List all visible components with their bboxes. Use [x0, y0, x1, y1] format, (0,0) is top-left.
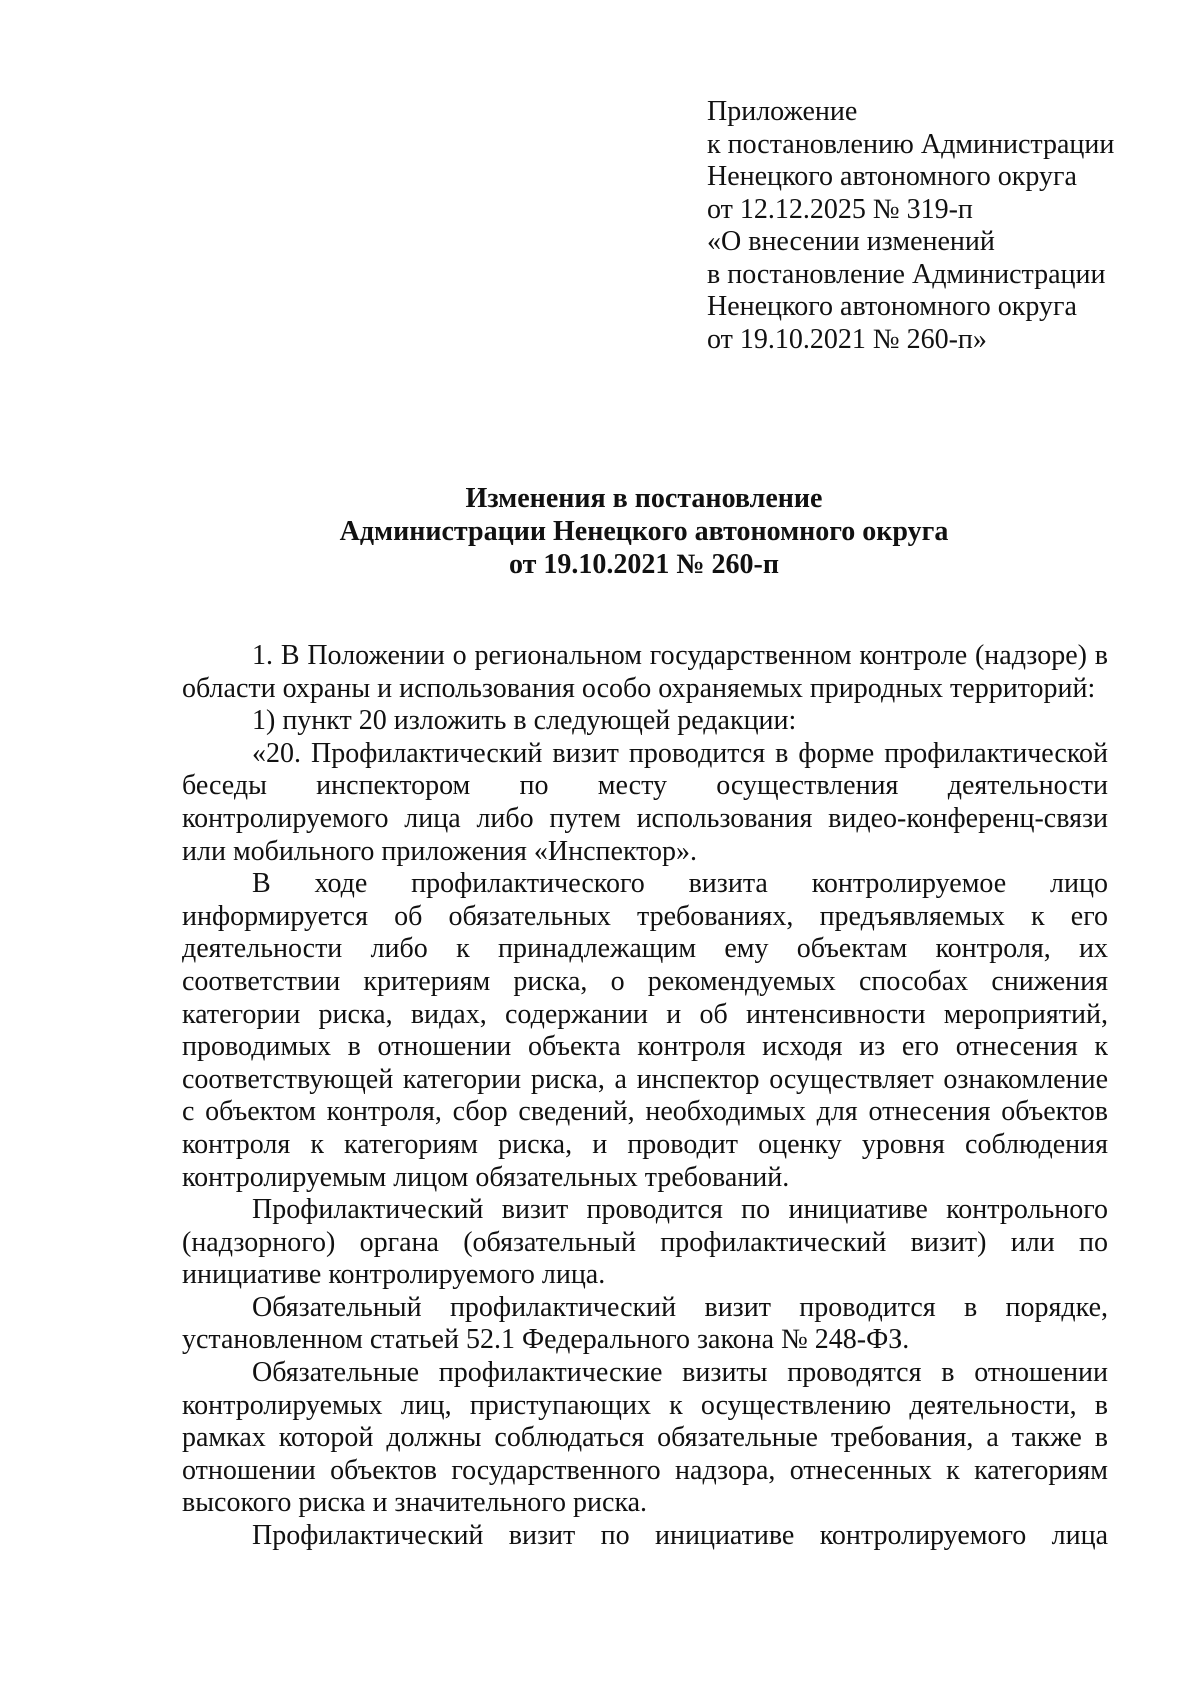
body-paragraph: Профилактический визит по инициативе контролируемого лица [252, 1520, 1108, 1552]
annex-line: Ненецкого автономного округа [707, 161, 1077, 192]
title-line: от 19.10.2021 № 260-п [509, 549, 779, 580]
body-paragraph: 1. В Положении о региональном государственном контроле (надзоре) в области охраны и использования особо охраняемых природных территорий: [182, 640, 1108, 704]
annex-line: «О внесении изменений [707, 226, 995, 257]
body-paragraph: Обязательные профилактические визиты проводятся в отношении контролируемых лиц, приступающих к осуществлению деятельности, в рамках которой должны соблюдаться обязательные требования, а также в отношении объектов государственного надзора, отнесенных к категориям высокого риска и значительного риска. [182, 1357, 1108, 1519]
document-body [182, 640, 1108, 1553]
body-paragraph: «20. Профилактический визит проводится в форме профилактической беседы инспектором по месту осуществления деятельности контролируемого лица либо путем использования видео-конференц-связи или мобильного приложения «Инспектор». [182, 737, 1108, 867]
body-paragraph: В ходе профилактического визита контролируемое лицо информируется об обязательных требованиях, предъявляемых к его деятельности либо к принадлежащим ему объектам контроля, их соответствии критериям риска, о рекомендуемых способах снижения категории риска, видах, содержании и об интенсивности мероприятий, проводимых в отношении объекта контроля исходя из его отнесения к соответствующей категории риска, а инспектор осуществляет ознакомление с объектом контроля, сбор сведений, необходимых для отнесения объектов контроля к категориям риска, и проводит оценку уровня соблюдения контролируемым лицом обязательных требований. [182, 868, 1108, 1193]
annex-line: от 12.12.2025 № 319-п [707, 193, 973, 225]
title-line: Изменения в постановление [465, 483, 823, 514]
body-paragraph: 1) пункт 20 изложить в следующей редакции: [252, 705, 797, 737]
annex-line: к постановлению Администрации [707, 128, 1115, 160]
annex-line: от 19.10.2021 № 260-п» [707, 323, 987, 355]
annex-line: Ненецкого автономного округа [707, 291, 1077, 322]
annex-header [707, 96, 1137, 356]
annex-line: в постановление Администрации [707, 258, 1106, 290]
document-title [180, 482, 1108, 581]
title-line: Администрации Ненецкого автономного округа [339, 516, 949, 547]
annex-line: Приложение [707, 96, 858, 127]
body-paragraph: Обязательный профилактический визит проводится в порядке, установленном статьей 52.1 Федерального закона № 248-ФЗ. [182, 1291, 1108, 1356]
body-paragraph: Профилактический визит проводится по инициативе контрольного (надзорного) органа (обязательный профилактический визит) или по инициативе контролируемого лица. [182, 1194, 1108, 1291]
